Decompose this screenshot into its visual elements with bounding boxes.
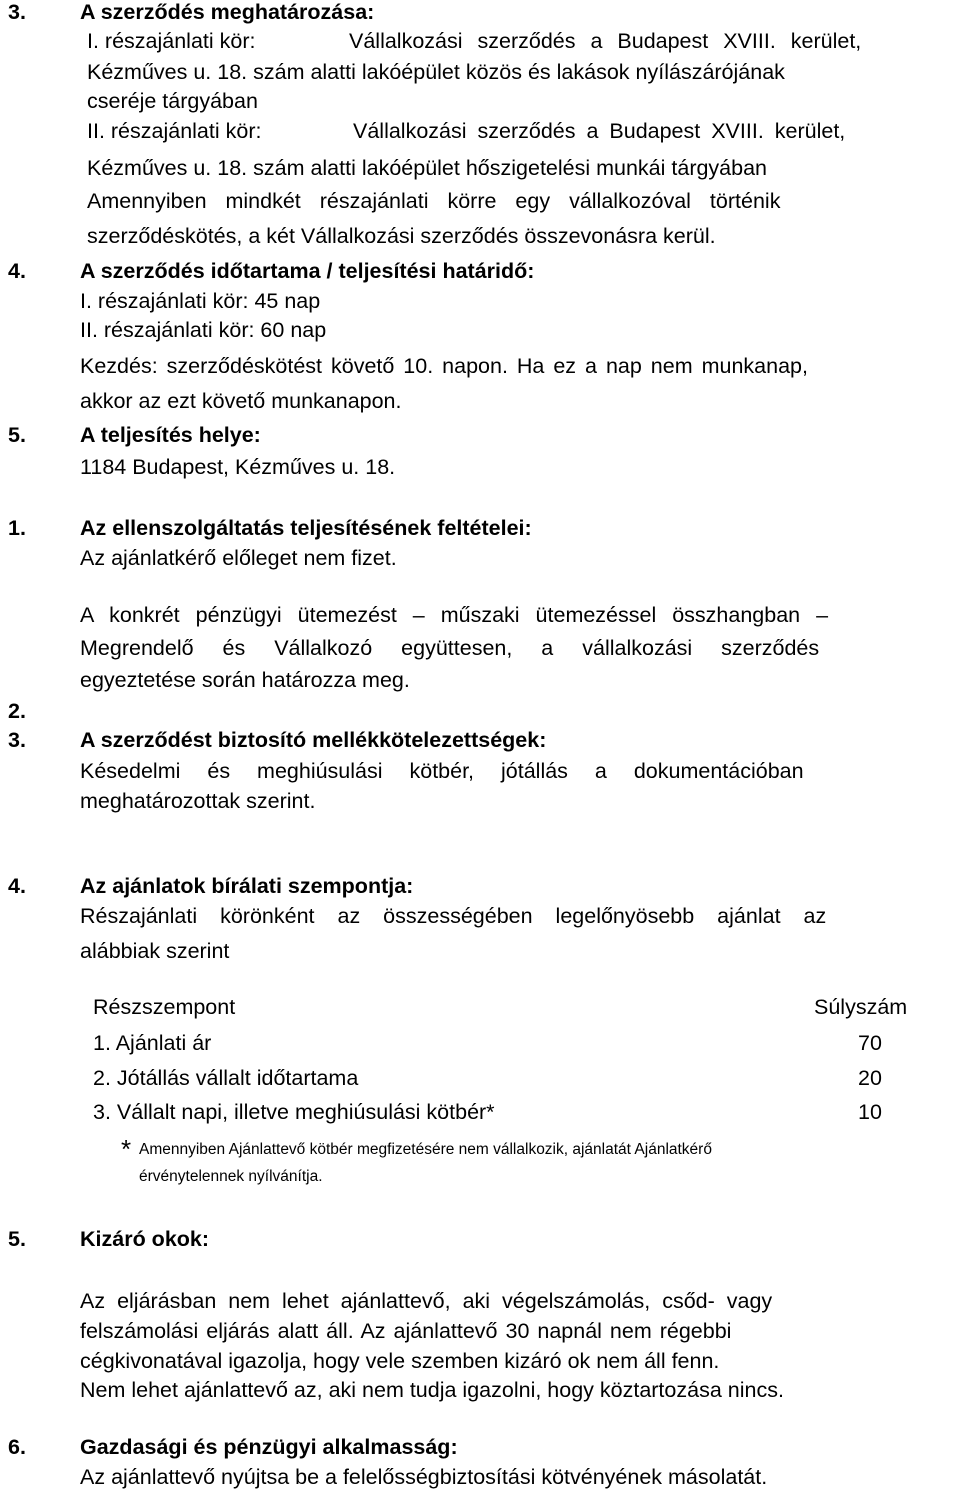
schedule-line-1: A konkrét pénzügyi ütemezést – műszaki ütemezéssel összhangban – [80, 603, 829, 627]
criterion-row-3-label: 3. Vállalt napi, illetve meghiúsulási kötbér* [93, 1100, 495, 1124]
lot-1-line-1 [349, 31, 955, 53]
obligations-line-2: meghatározottak szerint. [80, 789, 316, 813]
section-3-number: 3. [8, 0, 26, 24]
criterion-row-2-weight: 20 [858, 1066, 882, 1090]
criterion-row-2-label: 2. Jótállás vállalt időtartama [93, 1066, 359, 1090]
lot-2-line-1: Vállalkozási szerződés a Budapest XVIII. kerület, [353, 119, 846, 143]
item-5-number: 5. [8, 1227, 26, 1251]
criterion-row-3-weight: 10 [858, 1100, 882, 1124]
item-5-heading: Kizáró okok: [80, 1227, 210, 1251]
lot-1-prefix: I. részajánlati kör: [87, 29, 256, 53]
item-4-number: 4. [8, 874, 26, 898]
lot-2-prefix: II. részajánlati kör: [87, 119, 262, 143]
section-3-heading: A szerződés meghatározása: [80, 0, 375, 24]
item-3-number: 3. [8, 728, 26, 752]
exclusion-line-1: Az eljárásban nem lehet ajánlattevő, aki végelszámolás, csőd- vagy [80, 1289, 773, 1313]
section-5-heading: A teljesítés helye: [80, 423, 261, 447]
item-4-heading: Az ajánlatok bírálati szempontja: [80, 874, 414, 898]
item-1-number: 1. [8, 516, 26, 540]
obligations-line-1: Késedelmi és meghiúsulási kötbér, jótállás a dokumentációban [80, 759, 804, 783]
criterion-row-1-weight: 70 [858, 1031, 882, 1055]
lot-2-line-2: Kézműves u. 18. szám alatti lakóépület hőszigetelési munkái tárgyában [87, 156, 768, 180]
criteria-line-2: alábbiak szerint [80, 939, 230, 963]
advance-text: Az ajánlatkérő előleget nem fizet. [80, 546, 397, 570]
lot-1-line-2: Kézműves u. 18. szám alatti lakóépület közös és lakások nyílászárójának [87, 60, 785, 84]
exclusion-line-4: Nem lehet ajánlattevő az, aki nem tudja igazolni, hogy köztartozása nincs. [80, 1378, 784, 1402]
section-4-number: 4. [8, 259, 26, 283]
footnote-line-1: Amennyiben Ajánlattevő kötbér megfizetésére nem vállalkozik, ajánlatát Ajánlatkérő [139, 1141, 712, 1158]
duration-lot-2: II. részajánlati kör: 60 nap [80, 318, 327, 342]
exclusion-line-3: cégkivonatával igazolja, hogy vele szemben kizáró ok nem áll fenn. [80, 1349, 720, 1373]
note-line-2: szerződéskötés, a két Vállalkozási szerződés összevonásra kerül. [87, 224, 716, 248]
lot-1-line-3: cseréje tárgyában [87, 89, 258, 113]
item-6-heading: Gazdasági és pénzügyi alkalmasság: [80, 1435, 458, 1459]
exclusion-line-2: felszámolási eljárás alatt áll. Az ajánlattevő 30 napnál nem régebbi [80, 1319, 732, 1343]
lot-1-line-1-text: Vállalkozási szerződés a Budapest XVIII. kerület, [349, 29, 862, 53]
note-line-1: Amennyiben mindkét részajánlati körre egy vállalkozóval történik [87, 189, 781, 213]
footnote-asterisk: * [121, 1134, 132, 1164]
start-line-2: akkor az ezt követő munkanapon. [80, 389, 402, 413]
item-1-heading: Az ellenszolgáltatás teljesítésének feltételei: [80, 516, 532, 540]
criterion-row-1-label: 1. Ajánlati ár [93, 1031, 212, 1055]
section-4-heading: A szerződés időtartama / teljesítési határidő: [80, 259, 535, 283]
schedule-line-2: Megrendelő és Vállalkozó együttesen, a vállalkozási szerződés [80, 636, 820, 660]
item-6-number: 6. [8, 1435, 26, 1459]
table-header-criterion: Részszempont [93, 995, 236, 1019]
start-line-1: Kezdés: szerződéskötést követő 10. napon. Ha ez a nap nem munkanap, [80, 354, 808, 378]
duration-lot-1: I. részajánlati kör: 45 nap [80, 289, 321, 313]
item-3-heading: A szerződést biztosító mellékkötelezettségek: [80, 728, 547, 752]
item-2-number: 2. [8, 699, 26, 723]
schedule-line-3: egyeztetése során határozza meg. [80, 668, 410, 692]
table-header-weight: Súlyszám [814, 995, 908, 1019]
criteria-line-1: Részajánlati körönként az összességében legelőnyösebb ajánlat az [80, 904, 827, 928]
place-address: 1184 Budapest, Kézműves u. 18. [80, 455, 396, 479]
section-5-number: 5. [8, 423, 26, 447]
footnote-line-2: érvénytelennek nyílvánítja. [139, 1168, 323, 1185]
insurance-text: Az ajánlattevő nyújtsa be a felelősségbiztosítási kötvényének másolatát. [80, 1465, 768, 1489]
